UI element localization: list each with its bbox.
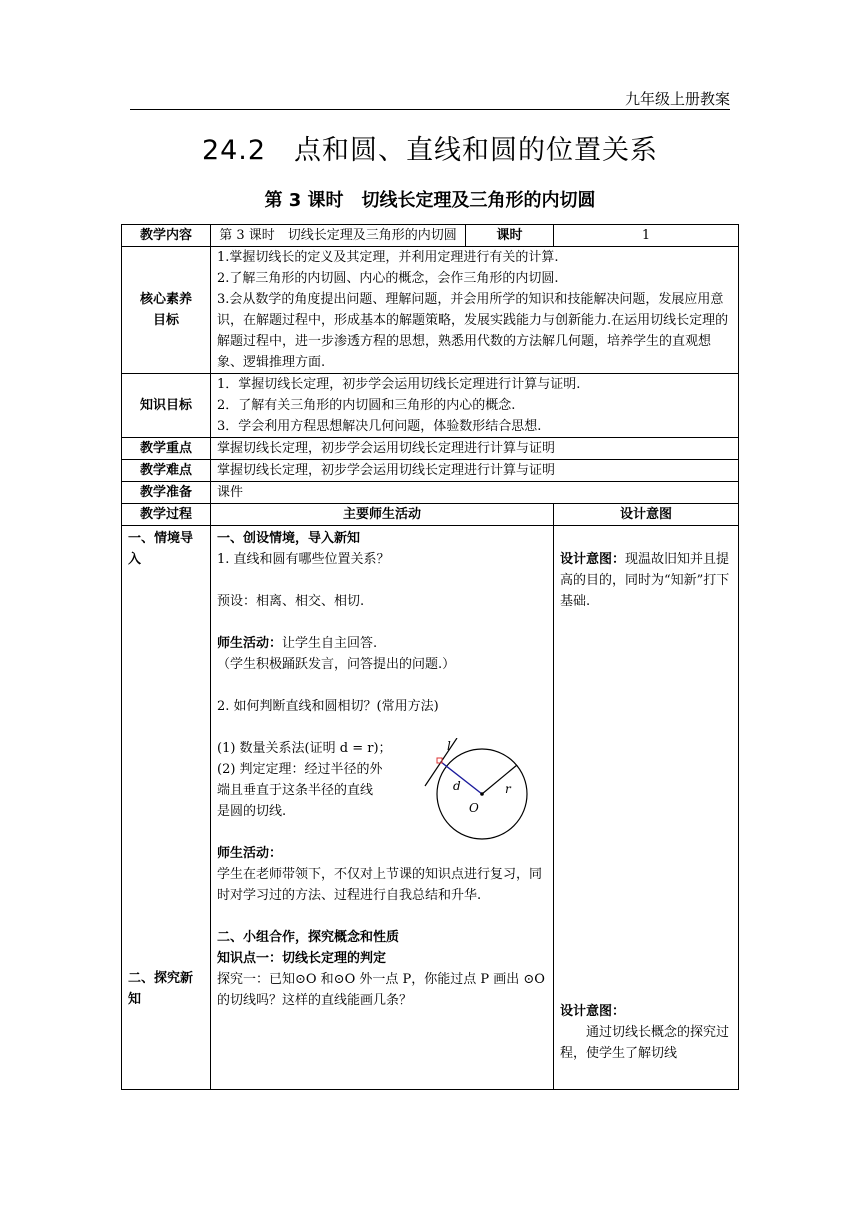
- intent-1-text: 现温故旧知并且提高的目的，同时为“知新”打下基础.: [560, 552, 730, 609]
- page-title: 24.2 点和圆、直线和圆的位置关系: [201, 135, 659, 166]
- header-divider: [130, 109, 730, 110]
- question-2: 2. 如何判断直线和圆相切？(常用方法): [217, 699, 439, 714]
- explore-1: 探究一：已知⊙O 和⊙O 外一点 P，你能过点 P 画出 ⊙O 的切线吗？这样的直线能画几条？: [217, 972, 545, 1008]
- label-l: l: [447, 739, 451, 753]
- key-point-label: 教学重点: [122, 438, 211, 460]
- lesson-subtitle: 第 3 课时 切线长定理及三角形的内切圆: [264, 190, 596, 211]
- literacy-item: 3.会从数学的角度提出问题、理解问题，并会用所学的知识和技能解决问题，发展应用意识，在解题过程中，形成基本的解题策略，发展实践能力与创新能力.在运用切线长定理的解题过程中，进一步渗透方程的思想，熟悉用代数的方法解几何题，培养学生的直观想象、逻辑推理方面.: [217, 292, 729, 370]
- activity-1-text: 让学生自主回答.: [282, 636, 378, 651]
- label-o: O: [469, 801, 479, 815]
- knowledge-item: 2．了解有关三角形的内切圆和三角形的内心的概念.: [217, 398, 516, 413]
- knowledge-item: 1．掌握切线长定理，初步学会运用切线长定理进行计算与证明.: [217, 377, 581, 392]
- hours-value: 1: [554, 225, 739, 247]
- stage-explore: 二、探究新知: [128, 971, 194, 1007]
- intent-column: [554, 526, 739, 1090]
- stage-column: [122, 526, 211, 1090]
- radius-r: [482, 765, 517, 794]
- literacy-content: [211, 247, 739, 374]
- literacy-label-line1: 核心素养: [139, 292, 192, 307]
- activity-2-text: 学生在老师带领下，不仅对上节课的知识点进行复习，同时对学习过的方法、过程进行自我总结和升华.: [217, 867, 543, 903]
- activity-2-label: 师生活动：: [217, 846, 283, 861]
- activity-1-note: （学生积极踊跃发言，问答提出的问题.）: [217, 657, 456, 672]
- radius-d: [441, 762, 482, 794]
- prep-label: 教学准备: [122, 482, 211, 504]
- method-1: (1) 数量关系法(证明 d = r)；: [217, 741, 392, 756]
- hours-label: 课时: [466, 225, 554, 247]
- question-1: 1. 直线和圆有哪些位置关系？: [217, 552, 390, 567]
- process-header: 教学过程: [122, 504, 211, 526]
- knowledge-item: 3．学会利用方程思想解决几何问题，体验数形结合思想.: [217, 419, 542, 434]
- lesson-plan-table: [121, 224, 739, 1090]
- knowledge-point-1: 知识点一：切线长定理的判定: [217, 951, 387, 966]
- literacy-item: 2.了解三角形的内切圆、内心的概念，会作三角形的内切圆.: [217, 271, 559, 286]
- label-d: d: [453, 779, 461, 793]
- label-r: r: [505, 782, 511, 796]
- intent-2-label: 设计意图：: [560, 1004, 626, 1019]
- stage-intro: 一、情境导入: [128, 531, 194, 567]
- header-text: 九年级上册教案: [624, 90, 730, 108]
- activity-1: [217, 633, 547, 654]
- intent-1-label: 设计意图：: [560, 552, 626, 567]
- activity-header: 主要师生活动: [211, 504, 554, 526]
- method-2-line1: (2) 判定定理：经过半径的外: [217, 762, 383, 777]
- method-block: [217, 738, 547, 822]
- literacy-item: 1.掌握切线长的定义及其定理，并利用定理进行有关的计算.: [217, 250, 559, 265]
- intent-header: 设计意图: [554, 504, 739, 526]
- prep-value: 课件: [211, 482, 739, 504]
- activity-column: [211, 526, 554, 1090]
- center-point: [480, 792, 484, 796]
- literacy-label-line2: 目标: [152, 313, 179, 328]
- knowledge-content: [211, 374, 739, 438]
- literacy-label: [122, 247, 211, 374]
- intent-1: [560, 549, 732, 612]
- content-label: 教学内容: [122, 225, 211, 247]
- preset-answer: 预设：相离、相交、相切.: [217, 594, 365, 609]
- section-explore-title: 二、小组合作，探究概念和性质: [217, 930, 400, 945]
- method-2-line2: 端且垂直于这条半径的直线: [217, 783, 374, 798]
- tangent-circle-figure: [419, 738, 539, 848]
- difficulty-label: 教学难点: [122, 460, 211, 482]
- section-intro-title: 一、创设情境，导入新知: [217, 531, 361, 546]
- intent-2-text: 通过切线长概念的探究过程，使学生了解切线: [560, 1025, 730, 1061]
- method-2-line3: 是圆的切线.: [217, 804, 287, 819]
- content-value: 第 3 课时 切线长定理及三角形的内切圆: [211, 225, 466, 247]
- key-point-value: 掌握切线长定理，初步学会运用切线长定理进行计算与证明: [211, 438, 739, 460]
- activity-1-label: 师生活动：: [217, 636, 283, 651]
- difficulty-value: 掌握切线长定理，初步学会运用切线长定理进行计算与证明: [211, 460, 739, 482]
- knowledge-label: 知识目标: [122, 374, 211, 438]
